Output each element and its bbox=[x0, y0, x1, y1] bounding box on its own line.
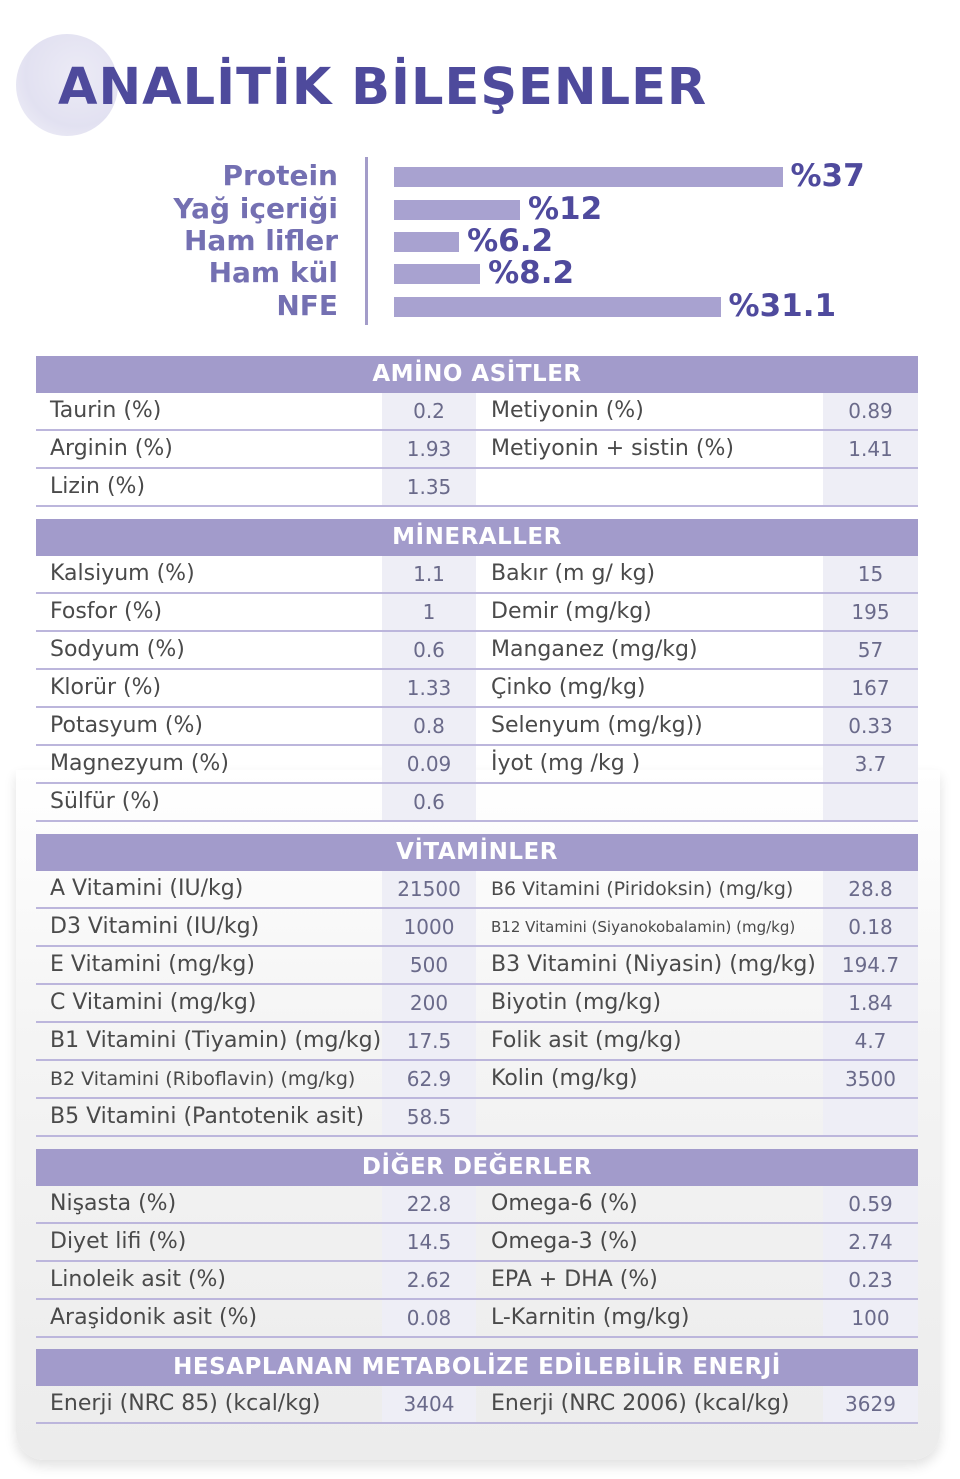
table-row bbox=[36, 469, 918, 507]
analytic-label: Ham kül bbox=[208, 256, 338, 289]
nutrient-label: L-Karnitin (mg/kg) bbox=[491, 1305, 690, 1330]
nutrient-label: E Vitamini (mg/kg) bbox=[50, 952, 255, 977]
nutrient-label bbox=[476, 784, 823, 820]
table-row bbox=[36, 393, 918, 431]
nutrient-label: EPA + DHA (%) bbox=[491, 1267, 658, 1292]
table-row bbox=[36, 1023, 918, 1061]
nutrient-label bbox=[476, 1099, 823, 1135]
analytic-value: %12 bbox=[528, 191, 603, 227]
nutrient-value: 3.7 bbox=[823, 746, 918, 782]
table-row bbox=[36, 556, 918, 594]
nutrient-label: Omega-3 (%) bbox=[491, 1229, 638, 1254]
nutrient-label bbox=[476, 469, 823, 505]
nutrient-label: Fosfor (%) bbox=[50, 599, 163, 624]
analytic-bar bbox=[394, 264, 480, 284]
analytic-label: Protein bbox=[222, 159, 338, 192]
nutrient-value: 0.18 bbox=[823, 909, 918, 945]
analytic-bar bbox=[394, 200, 520, 220]
section-header: DİĞER DEĞERLER bbox=[36, 1149, 918, 1186]
section-header: VİTAMİNLER bbox=[36, 834, 918, 871]
nutrient-value: 194.7 bbox=[823, 947, 918, 983]
nutrient-value bbox=[823, 784, 918, 820]
table-row bbox=[36, 1386, 918, 1424]
nutrient-label: Folik asit (mg/kg) bbox=[491, 1028, 682, 1053]
nutrient-value: 1 bbox=[382, 594, 476, 630]
nutrient-label: Taurin (%) bbox=[50, 398, 162, 423]
nutrient-label: Magnezyum (%) bbox=[50, 751, 229, 776]
minerals-table bbox=[36, 519, 918, 822]
nutrient-label: B12 Vitamini (Siyanokobalamin) (mg/kg) bbox=[491, 918, 796, 936]
table-row bbox=[36, 1099, 918, 1137]
analytic-bar bbox=[394, 167, 783, 187]
metabolizable-energy-table bbox=[36, 1349, 918, 1424]
nutrient-value: 3404 bbox=[382, 1386, 476, 1422]
analytic-row bbox=[0, 290, 960, 322]
nutrient-value: 500 bbox=[382, 947, 476, 983]
table-row bbox=[36, 784, 918, 822]
table-row bbox=[36, 985, 918, 1023]
nutrient-value: 57 bbox=[823, 632, 918, 668]
nutrient-value: 3629 bbox=[823, 1386, 918, 1422]
nutrient-value: 1.41 bbox=[823, 431, 918, 467]
nutrient-label: Potasyum (%) bbox=[50, 713, 203, 738]
nutrient-value: 21500 bbox=[382, 871, 476, 907]
table-row bbox=[36, 871, 918, 909]
nutrient-value: 0.2 bbox=[382, 393, 476, 429]
nutrient-label: Diyet lifi (%) bbox=[50, 1229, 187, 1254]
nutrient-label: Demir (mg/kg) bbox=[491, 599, 652, 624]
analytic-value: %37 bbox=[790, 158, 865, 194]
nutrient-value: 22.8 bbox=[382, 1186, 476, 1222]
nutrient-label: B5 Vitamini (Pantotenik asit) bbox=[50, 1104, 365, 1129]
nutrient-label: Çinko (mg/kg) bbox=[491, 675, 646, 700]
nutrient-label: Metiyonin (%) bbox=[491, 398, 644, 423]
nutrient-value: 0.6 bbox=[382, 784, 476, 820]
nutrient-value: 28.8 bbox=[823, 871, 918, 907]
nutrient-value: 62.9 bbox=[382, 1061, 476, 1097]
nutrient-value: 1.33 bbox=[382, 670, 476, 706]
nutrient-label: Arginin (%) bbox=[50, 436, 173, 461]
nutrient-value bbox=[823, 1099, 918, 1135]
nutrient-value: 14.5 bbox=[382, 1224, 476, 1260]
table-row bbox=[36, 670, 918, 708]
analytic-bar bbox=[394, 232, 459, 252]
nutrient-label: Klorür (%) bbox=[50, 675, 162, 700]
nutrient-label: Nişasta (%) bbox=[50, 1191, 177, 1216]
nutrient-label: Enerji (NRC 2006) (kcal/kg) bbox=[491, 1391, 790, 1416]
analytic-bar bbox=[394, 297, 721, 317]
page-title: ANALİTİK BİLEŞENLER bbox=[58, 58, 708, 117]
nutrient-value: 4.7 bbox=[823, 1023, 918, 1059]
table-row bbox=[36, 947, 918, 985]
vitamins-table bbox=[36, 834, 918, 1137]
table-row bbox=[36, 1186, 918, 1224]
analytic-label: Yağ içeriği bbox=[173, 192, 338, 225]
table-row bbox=[36, 632, 918, 670]
nutrient-label: Sülfür (%) bbox=[50, 789, 160, 814]
nutrient-label: Lizin (%) bbox=[50, 474, 146, 499]
analytic-row bbox=[0, 257, 960, 289]
nutrient-value: 15 bbox=[823, 556, 918, 592]
nutrient-value: 200 bbox=[382, 985, 476, 1021]
table-row bbox=[36, 1061, 918, 1099]
nutrient-value: 0.33 bbox=[823, 708, 918, 744]
nutrient-label: C Vitamini (mg/kg) bbox=[50, 990, 257, 1015]
analytic-value: %8.2 bbox=[488, 255, 575, 291]
nutrient-label: Manganez (mg/kg) bbox=[491, 637, 698, 662]
nutrient-value: 1.35 bbox=[382, 469, 476, 505]
nutrient-value: 2.62 bbox=[382, 1262, 476, 1298]
table-row bbox=[36, 1224, 918, 1262]
table-row bbox=[36, 746, 918, 784]
nutrient-value: 0.09 bbox=[382, 746, 476, 782]
nutrient-label: Omega-6 (%) bbox=[491, 1191, 638, 1216]
table-row bbox=[36, 909, 918, 947]
nutrient-label: Kalsiyum (%) bbox=[50, 561, 195, 586]
nutrient-label: B1 Vitamini (Tiyamin) (mg/kg) bbox=[50, 1028, 382, 1053]
nutrient-value: 0.6 bbox=[382, 632, 476, 668]
nutrient-value: 2.74 bbox=[823, 1224, 918, 1260]
nutrient-label: İyot (mg /kg ) bbox=[491, 751, 641, 776]
analytic-row bbox=[0, 193, 960, 225]
analytic-row bbox=[0, 225, 960, 257]
nutrient-value: 167 bbox=[823, 670, 918, 706]
analytic-value: %6.2 bbox=[467, 223, 554, 259]
other-values-table bbox=[36, 1149, 918, 1338]
table-row bbox=[36, 1300, 918, 1338]
amino-acids-table bbox=[36, 356, 918, 507]
analytic-label: Ham lifler bbox=[184, 224, 338, 257]
analytic-value: %31.1 bbox=[728, 288, 837, 324]
nutrient-value: 0.23 bbox=[823, 1262, 918, 1298]
nutrient-value: 100 bbox=[823, 1300, 918, 1336]
section-header: HESAPLANAN METABOLİZE EDİLEBİLİR ENERJİ bbox=[36, 1349, 918, 1386]
nutrient-label: B3 Vitamini (Niyasin) (mg/kg) bbox=[491, 952, 816, 977]
table-row bbox=[36, 708, 918, 746]
nutrient-value: 58.5 bbox=[382, 1099, 476, 1135]
nutrient-label: D3 Vitamini (IU/kg) bbox=[50, 914, 260, 939]
nutrient-value: 195 bbox=[823, 594, 918, 630]
nutrient-value: 17.5 bbox=[382, 1023, 476, 1059]
table-row bbox=[36, 431, 918, 469]
section-header: MİNERALLER bbox=[36, 519, 918, 556]
nutrient-value: 0.8 bbox=[382, 708, 476, 744]
nutrient-label: A Vitamini (IU/kg) bbox=[50, 876, 244, 901]
nutrient-label: Enerji (NRC 85) (kcal/kg) bbox=[50, 1391, 321, 1416]
analytic-components-chart bbox=[0, 155, 960, 325]
table-row bbox=[36, 1262, 918, 1300]
nutrient-label: B6 Vitamini (Piridoksin) (mg/kg) bbox=[491, 878, 794, 900]
nutrient-value: 1.1 bbox=[382, 556, 476, 592]
table-row bbox=[36, 594, 918, 632]
nutrient-label: Sodyum (%) bbox=[50, 637, 185, 662]
nutrient-value: 1000 bbox=[382, 909, 476, 945]
nutrient-label: Metiyonin + sistin (%) bbox=[491, 436, 734, 461]
nutrient-value: 3500 bbox=[823, 1061, 918, 1097]
analytic-row bbox=[0, 160, 960, 192]
nutrient-label: Linoleik asit (%) bbox=[50, 1267, 227, 1292]
nutrient-value: 0.89 bbox=[823, 393, 918, 429]
section-header: AMİNO ASİTLER bbox=[36, 356, 918, 393]
nutrient-label: Bakır (m g/ kg) bbox=[491, 561, 656, 586]
nutrient-label: Araşidonik asit (%) bbox=[50, 1305, 258, 1330]
nutrient-value: 0.08 bbox=[382, 1300, 476, 1336]
nutrient-label: B2 Vitamini (Riboflavin) (mg/kg) bbox=[50, 1068, 356, 1090]
nutrient-value: 0.59 bbox=[823, 1186, 918, 1222]
nutrient-value: 1.93 bbox=[382, 431, 476, 467]
nutrient-value: 1.84 bbox=[823, 985, 918, 1021]
analytic-label: NFE bbox=[276, 289, 338, 322]
nutrient-value bbox=[823, 469, 918, 505]
nutrient-label: Biyotin (mg/kg) bbox=[491, 990, 662, 1015]
nutrient-label: Kolin (mg/kg) bbox=[491, 1066, 638, 1091]
nutrient-label: Selenyum (mg/kg)) bbox=[491, 713, 703, 738]
